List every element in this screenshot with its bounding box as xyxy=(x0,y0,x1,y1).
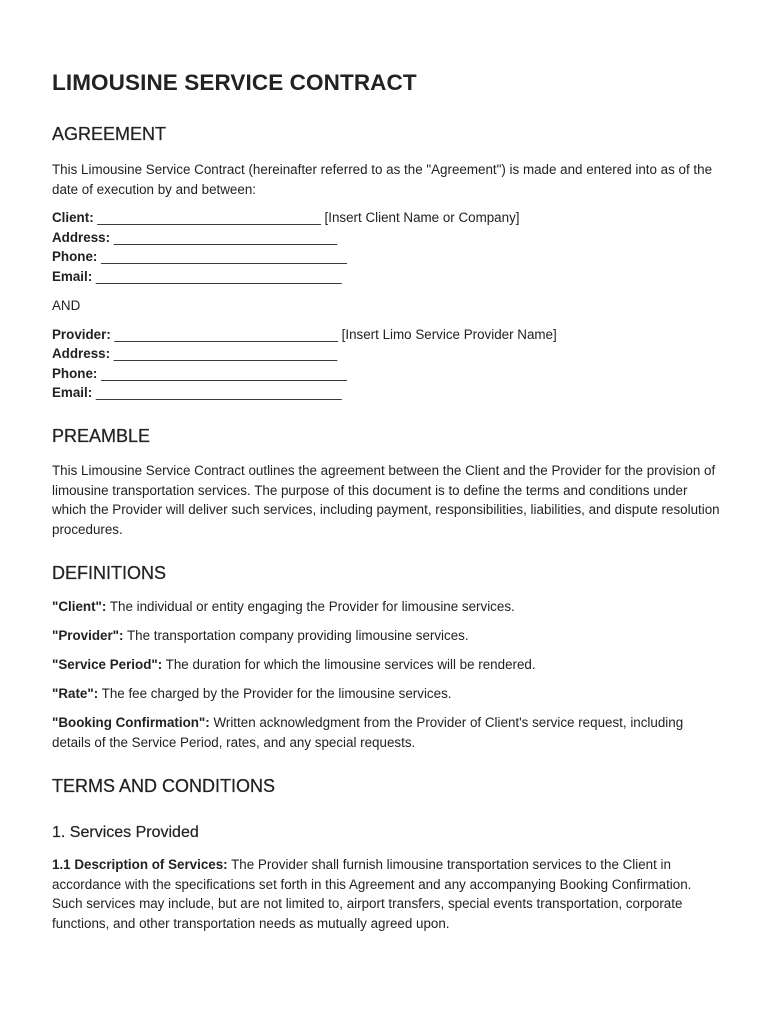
definition-term: "Service Period": xyxy=(52,657,163,672)
provider-address-label: Address: xyxy=(52,346,111,361)
definition-text: The duration for which the limousine services will be rendered. xyxy=(162,657,536,672)
and-separator: AND xyxy=(52,298,81,313)
provider-email-label: Email: xyxy=(52,385,93,400)
definition-text: The transportation company providing limousine services. xyxy=(123,628,469,643)
definition-item xyxy=(52,684,720,704)
client-phone-line xyxy=(52,247,347,267)
client-phone-value: _________________________________ xyxy=(97,249,347,264)
definition-term: "Rate": xyxy=(52,686,99,701)
provider-email-line xyxy=(52,383,342,403)
client-address-line xyxy=(52,228,337,248)
definition-item xyxy=(52,597,720,617)
client-address-value: ______________________________ xyxy=(110,230,338,245)
definition-term: "Booking Confirmation": xyxy=(52,715,210,730)
definition-term: "Client": xyxy=(52,599,107,614)
client-email-label: Email: xyxy=(52,269,93,284)
client-value: ______________________________ [Insert Client Name or Company] xyxy=(93,210,520,225)
definition-item xyxy=(52,626,720,646)
section-1-1-body: The Provider shall furnish limousine transportation services to the Client in accordance with the specifications set forth in this Agreement and any accompanying Booking Confirmation. Such services may include, but are not limited to, airport transfers, special events transportation, corporate functions, and other transportation needs as mutually agreed upon. xyxy=(52,857,692,931)
definitions-heading: DEFINITIONS xyxy=(52,563,167,583)
definition-item xyxy=(52,713,720,752)
provider-phone-value: _________________________________ xyxy=(97,366,347,381)
provider-phone-label: Phone: xyxy=(52,366,98,381)
section-1-1-label: 1.1 Description of Services: xyxy=(52,857,228,872)
section-1-heading: 1. Services Provided xyxy=(52,824,199,841)
agreement-heading: AGREEMENT xyxy=(52,124,167,144)
client-address-label: Address: xyxy=(52,230,111,245)
agreement-intro: This Limousine Service Contract (hereinafter referred to as the "Agreement") is made and entered into as of the date of execution by and between: xyxy=(52,162,713,197)
client-email-line xyxy=(52,267,342,287)
preamble-heading: PREAMBLE xyxy=(52,426,151,446)
provider-email-value: _________________________________ xyxy=(92,385,342,400)
definition-text: The fee charged by the Provider for the limousine services. xyxy=(98,686,452,701)
document-title: LIMOUSINE SERVICE CONTRACT xyxy=(52,70,417,95)
definition-text: Written acknowledgment from the Provider of Client's service request, including details of the Service Period, rates, and any special requests. xyxy=(52,715,684,750)
terms-heading: TERMS AND CONDITIONS xyxy=(52,776,276,796)
section-1-1-text xyxy=(52,855,720,933)
definition-item xyxy=(52,655,720,675)
provider-name-line xyxy=(52,325,557,345)
provider-address-line xyxy=(52,344,337,364)
client-phone-label: Phone: xyxy=(52,249,98,264)
definition-term: "Provider": xyxy=(52,628,124,643)
client-email-value: _________________________________ xyxy=(92,269,342,284)
provider-value: ______________________________ [Insert Limo Service Provider Name] xyxy=(110,327,557,342)
preamble-text: This Limousine Service Contract outlines the agreement between the Client and the Provider for the provision of limousine transportation services. The purpose of this document is to define the terms and conditions under which the Provider will deliver such services, including payment, responsibilities, liabilities, and dispute resolution procedures. xyxy=(52,463,720,537)
provider-address-value: ______________________________ xyxy=(110,346,338,361)
definition-text: The individual or entity engaging the Provider for limousine services. xyxy=(106,599,515,614)
client-name-line xyxy=(52,208,520,228)
provider-phone-line xyxy=(52,364,347,384)
provider-label: Provider: xyxy=(52,327,111,342)
client-label: Client: xyxy=(52,210,94,225)
